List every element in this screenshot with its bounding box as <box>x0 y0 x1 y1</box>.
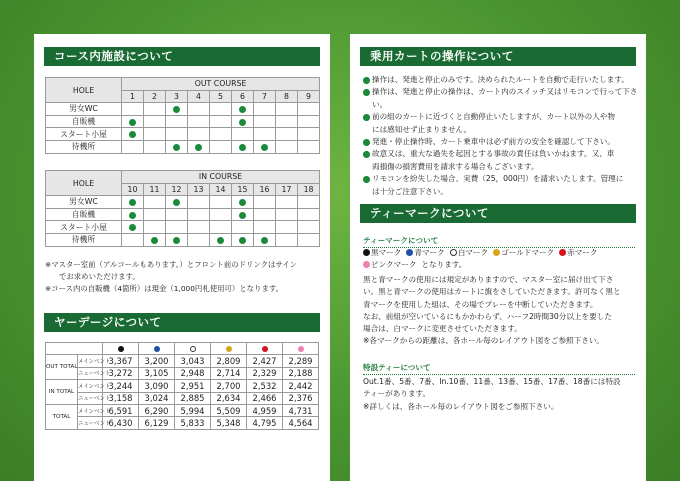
hole-number: 12 <box>166 183 188 196</box>
facility-cell <box>254 233 276 246</box>
facility-dot-icon <box>129 131 136 138</box>
facility-cell <box>276 196 298 209</box>
yardage-row <box>46 355 319 367</box>
facility-cell <box>298 233 320 246</box>
cart-rule-line <box>363 111 643 123</box>
facility-row <box>46 140 320 153</box>
tee-dot-icon <box>298 346 304 352</box>
facility-dot-icon <box>239 144 246 151</box>
facility-cell <box>232 221 254 234</box>
cart-rule-text: 操作は、発進と停止のみです。決められたルートを自動で走行いたします。 <box>372 75 629 84</box>
cart-rule-line <box>363 74 643 86</box>
facility-row <box>46 128 320 141</box>
tee-color-cell <box>175 343 211 355</box>
facility-cell <box>122 103 144 116</box>
yardage-grass-label: メインベント <box>78 404 103 416</box>
hole-number: 15 <box>232 183 254 196</box>
yardage-value: 5,509 <box>211 404 247 416</box>
yardage-value: 2,188 <box>283 367 319 379</box>
bullet-icon <box>363 114 370 121</box>
facility-cell <box>210 128 232 141</box>
yardage-value: 3,367 <box>103 355 139 367</box>
facility-cell <box>276 208 298 221</box>
facility-cell <box>254 103 276 116</box>
facility-cell <box>254 221 276 234</box>
hole-number: 3 <box>166 90 188 103</box>
tee-paragraph <box>363 274 641 348</box>
yardage-value: 2,289 <box>283 355 319 367</box>
tee-marks-line <box>363 259 641 271</box>
cart-rule-line <box>363 161 643 173</box>
yardage-grass-label: メインベント <box>78 355 103 367</box>
yardage-value: 4,564 <box>283 417 319 429</box>
cart-rule-text: 操作は、発進と停止の操作は、カート内のスイッチ又はリモコンで行って下さい。 <box>372 87 638 109</box>
yardage-value: 4,731 <box>283 404 319 416</box>
facility-cell <box>210 140 232 153</box>
tee-marks-list <box>363 247 641 272</box>
tee-mark-item <box>559 248 597 257</box>
facility-label: スタート小屋 <box>46 128 122 141</box>
yardage-value: 2,442 <box>283 380 319 392</box>
facility-cell <box>232 115 254 128</box>
yardage-row <box>46 367 319 379</box>
tee-dot-icon <box>226 346 232 352</box>
facility-dot-icon <box>129 119 136 126</box>
yardage-value: 3,024 <box>139 392 175 404</box>
facility-dot-icon <box>129 224 136 231</box>
tee-dot-icon <box>118 346 124 352</box>
facility-cell <box>166 103 188 116</box>
facility-row <box>46 196 320 209</box>
facility-label: 待機所 <box>46 233 122 246</box>
tee-mark-label: 白マーク <box>457 248 489 257</box>
yardage-group-label: TOTAL <box>46 404 78 429</box>
facility-cell <box>298 208 320 221</box>
bullet-icon <box>363 89 370 96</box>
facility-cell <box>276 115 298 128</box>
tee-mark-dot-icon <box>450 249 457 256</box>
cart-header: 乗用カートの操作について <box>360 47 636 66</box>
facility-cell <box>188 196 210 209</box>
yardage-row <box>46 380 319 392</box>
facility-cell <box>276 140 298 153</box>
in-course-header: IN COURSE <box>122 171 320 184</box>
facility-cell <box>188 115 210 128</box>
facility-cell <box>166 208 188 221</box>
facility-label: 自販機 <box>46 115 122 128</box>
tee-paragraph-line: い。黒と青マークの使用はカートに旗をさしていただきます。許可なく黒と <box>363 287 621 297</box>
out-course-header: OUT COURSE <box>122 78 320 91</box>
facility-dot-icon <box>129 212 136 219</box>
hole-number: 6 <box>232 90 254 103</box>
facility-cell <box>276 103 298 116</box>
yardage-value: 2,634 <box>211 392 247 404</box>
hole-number: 8 <box>276 90 298 103</box>
tee-mark-label: 黒マーク <box>371 248 402 257</box>
hole-number: 18 <box>298 183 320 196</box>
facility-cell <box>298 221 320 234</box>
hole-number: 10 <box>122 183 144 196</box>
facility-cell <box>232 128 254 141</box>
facility-dot-icon <box>173 144 180 151</box>
hole-number: 14 <box>210 183 232 196</box>
yardage-value: 2,376 <box>283 392 319 404</box>
facility-cell <box>166 196 188 209</box>
bullet-icon <box>363 151 370 158</box>
tee-mark-label: 青マーク <box>414 248 445 257</box>
tee-paragraph-line: なお、前組が空いているにもかかわらず、ハーフ2時間30分以上を要した <box>363 311 612 321</box>
facility-cell <box>298 115 320 128</box>
facility-cell <box>232 208 254 221</box>
yardage-value: 3,090 <box>139 380 175 392</box>
tee-mark-item <box>406 248 444 257</box>
facility-cell <box>188 233 210 246</box>
left-panel <box>34 34 330 481</box>
yardage-value: 3,200 <box>139 355 175 367</box>
special-tee-line: ※詳しくは、各ホール毎のレイアウト図をご参照下さい。 <box>363 401 559 411</box>
hole-number: 5 <box>210 90 232 103</box>
facility-cell <box>144 115 166 128</box>
facility-cell <box>298 196 320 209</box>
yardage-value: 6,290 <box>139 404 175 416</box>
tee-color-cell <box>247 343 283 355</box>
hole-number: 1 <box>122 90 144 103</box>
hole-header: HOLE <box>46 78 122 103</box>
yardage-value: 4,959 <box>247 404 283 416</box>
tee-mark-label: 赤マーク <box>567 248 598 257</box>
facility-cell <box>166 233 188 246</box>
tee-mark-dot-icon <box>363 261 370 268</box>
yardage-value: 5,833 <box>175 417 211 429</box>
yardage-header: ヤーデージについて <box>44 313 320 332</box>
facility-cell <box>188 221 210 234</box>
facility-row <box>46 115 320 128</box>
facility-cell <box>122 115 144 128</box>
tee-header: ティーマークについて <box>360 204 636 223</box>
facility-cell <box>254 140 276 153</box>
yardage-corner <box>46 343 103 355</box>
special-tee-paragraph <box>363 376 641 413</box>
yardage-row <box>46 404 319 416</box>
facility-cell <box>254 196 276 209</box>
facility-cell <box>276 221 298 234</box>
note-line: ※マスター室前（アルコールもあります。）とフロント前のドリンクはサイン <box>45 260 298 269</box>
yardage-row <box>46 417 319 429</box>
facility-cell <box>122 221 144 234</box>
facility-cell <box>188 103 210 116</box>
bullet-icon <box>363 176 370 183</box>
bullet-icon <box>363 139 370 146</box>
facility-cell <box>122 140 144 153</box>
cart-rule-line <box>363 148 643 160</box>
cart-rule-text: には感知せず止まりません。 <box>372 124 472 134</box>
tee-subtitle: ティーマークについて <box>363 235 635 248</box>
facility-dot-icon <box>173 106 180 113</box>
cart-rule-line <box>363 136 643 148</box>
yardage-grass-label: ニューベント <box>78 392 103 404</box>
hole-number: 13 <box>188 183 210 196</box>
facility-cell <box>144 103 166 116</box>
facility-cell <box>188 140 210 153</box>
facility-cell <box>210 103 232 116</box>
special-tee-title: 特設ティーについて <box>363 362 635 375</box>
yardage-value: 2,714 <box>211 367 247 379</box>
yardage-value: 2,700 <box>211 380 247 392</box>
yardage-value: 5,994 <box>175 404 211 416</box>
bullet-icon <box>363 77 370 84</box>
yardage-value: 3,272 <box>103 367 139 379</box>
facility-row <box>46 221 320 234</box>
facility-dot-icon <box>217 237 224 244</box>
cart-rule-line <box>363 86 643 111</box>
right-panel <box>350 34 646 481</box>
facility-cell <box>166 221 188 234</box>
yardage-grass-label: ニューベント <box>78 367 103 379</box>
tee-mark-item <box>450 248 488 257</box>
facility-cell <box>298 140 320 153</box>
facilities-note-1 <box>45 259 327 295</box>
tee-mark-dot-icon <box>406 249 413 256</box>
facility-cell <box>144 221 166 234</box>
facility-cell <box>122 128 144 141</box>
facility-dot-icon <box>261 144 268 151</box>
yardage-value: 6,591 <box>103 404 139 416</box>
facility-label: 男女WC <box>46 103 122 116</box>
facility-cell <box>210 208 232 221</box>
tee-dot-icon <box>190 346 196 352</box>
tee-paragraph-line: 黒と青マークの使用には規定がありますので、マスター室に届け出て下さ <box>363 275 614 284</box>
facility-cell <box>232 233 254 246</box>
tee-marks-suffix: となります。 <box>421 260 467 270</box>
facility-cell <box>166 140 188 153</box>
facility-dot-icon <box>195 144 202 151</box>
cart-rule-text: 発進・停止操作時、カート乗車中は必ず前方の安全を確認して下さい。 <box>372 137 615 147</box>
tee-mark-label: ピンクマーク <box>371 260 417 270</box>
tee-dot-icon <box>262 346 268 352</box>
hole-number: 9 <box>298 90 320 103</box>
cart-rule-text: リモコンを紛失した場合、実費（25，000円）を請求いたします。管理に <box>372 174 624 184</box>
yardage-value: 2,532 <box>247 380 283 392</box>
yardage-row <box>46 392 319 404</box>
tee-dot-icon <box>154 346 160 352</box>
facility-cell <box>232 196 254 209</box>
cart-rule-text: 故意又は、重大な過失を起因とする事故の責任は負いかねます。又、車 <box>372 149 615 159</box>
facility-label: 自販機 <box>46 208 122 221</box>
facility-label: 男女WC <box>46 196 122 209</box>
tee-mark-item <box>363 248 401 257</box>
tee-mark-dot-icon <box>559 249 566 256</box>
yardage-value: 3,158 <box>103 392 139 404</box>
facility-cell <box>276 128 298 141</box>
facility-cell <box>188 208 210 221</box>
facility-cell <box>144 208 166 221</box>
cart-rule-text: 両損傷の損害費用を請求する場合もございます。 <box>372 161 539 171</box>
facility-cell <box>166 115 188 128</box>
facility-dot-icon <box>239 199 246 206</box>
hole-header: HOLE <box>46 171 122 196</box>
cart-rule-line <box>363 173 643 185</box>
tee-mark-item <box>493 248 554 257</box>
facility-row <box>46 103 320 116</box>
tee-mark-label: ゴールドマーク <box>501 248 555 257</box>
yardage-value: 2,948 <box>175 367 211 379</box>
yardage-group-label: IN TOTAL <box>46 380 78 405</box>
facility-cell <box>210 233 232 246</box>
yardage-value: 6,430 <box>103 417 139 429</box>
tee-marks-line <box>363 247 641 259</box>
hole-number: 17 <box>276 183 298 196</box>
cart-rule-text: は十分ご注意下さい。 <box>372 186 448 196</box>
facility-cell <box>298 103 320 116</box>
yardage-grass-label: メインベント <box>78 380 103 392</box>
facilities-header: コース内施設について <box>44 47 320 66</box>
yardage-value: 2,466 <box>247 392 283 404</box>
facility-cell <box>210 196 232 209</box>
facility-row <box>46 208 320 221</box>
yardage-value: 2,951 <box>175 380 211 392</box>
cart-rules-list <box>363 74 643 198</box>
in-course-table <box>45 170 320 247</box>
facility-dot-icon <box>173 199 180 206</box>
facility-dot-icon <box>239 119 246 126</box>
yardage-grass-label: ニューベント <box>78 417 103 429</box>
yardage-value: 2,329 <box>247 367 283 379</box>
special-tee-line: Out.1番、5番、7番、In.10番、11番、13番、15番、17番、18番には特設 <box>363 377 621 386</box>
facility-cell <box>122 233 144 246</box>
tee-color-cell <box>283 343 319 355</box>
facility-dot-icon <box>173 237 180 244</box>
cart-rule-line <box>363 186 643 198</box>
note-line: ※コース内の自販機（4箇所）は現金（1,000円札使用可）となります。 <box>45 284 284 293</box>
out-course-table <box>45 77 320 154</box>
facility-cell <box>144 128 166 141</box>
yardage-value: 2,427 <box>247 355 283 367</box>
tee-paragraph-line: 青マークを使用した組は、その場でプレーを中断していただきます。 <box>363 299 598 309</box>
facility-cell <box>254 128 276 141</box>
yardage-value: 3,244 <box>103 380 139 392</box>
facility-dot-icon <box>239 237 246 244</box>
facility-cell <box>232 140 254 153</box>
hole-number: 2 <box>144 90 166 103</box>
facility-cell <box>298 128 320 141</box>
facility-dot-icon <box>239 212 246 219</box>
facility-cell <box>232 103 254 116</box>
tee-color-cell <box>211 343 247 355</box>
yardage-value: 5,348 <box>211 417 247 429</box>
hole-number: 4 <box>188 90 210 103</box>
yardage-value: 4,795 <box>247 417 283 429</box>
yardage-value: 6,129 <box>139 417 175 429</box>
tee-mark-item <box>363 260 416 269</box>
facility-cell <box>166 128 188 141</box>
facility-label: 待機所 <box>46 140 122 153</box>
hole-number: 16 <box>254 183 276 196</box>
yardage-value: 3,105 <box>139 367 175 379</box>
special-tee-line: ティーがあります。 <box>363 389 431 399</box>
facility-cell <box>276 233 298 246</box>
tee-mark-dot-icon <box>363 249 370 256</box>
yardage-value: 3,043 <box>175 355 211 367</box>
facility-cell <box>210 221 232 234</box>
facility-cell <box>122 196 144 209</box>
hole-number: 11 <box>144 183 166 196</box>
facility-label: スタート小屋 <box>46 221 122 234</box>
facility-cell <box>144 140 166 153</box>
facility-cell <box>122 208 144 221</box>
tee-color-cell <box>103 343 139 355</box>
yardage-table <box>45 342 319 430</box>
facility-dot-icon <box>239 106 246 113</box>
facility-cell <box>254 208 276 221</box>
facility-dot-icon <box>129 199 136 206</box>
facility-cell <box>254 115 276 128</box>
facility-cell <box>144 233 166 246</box>
tee-color-cell <box>139 343 175 355</box>
facility-dot-icon <box>151 237 158 244</box>
yardage-value: 2,809 <box>211 355 247 367</box>
yardage-group-label: OUT TOTAL <box>46 355 78 380</box>
cart-rule-line <box>363 124 643 136</box>
facility-dot-icon <box>261 237 268 244</box>
cart-rule-text: 前の組のカートに近づくと自動停止いたしますが、カート以外の人や物 <box>372 112 615 122</box>
facility-cell <box>210 115 232 128</box>
note-line: でお求めいただけます。 <box>59 272 140 281</box>
hole-number: 7 <box>254 90 276 103</box>
yardage-value: 2,885 <box>175 392 211 404</box>
facility-cell <box>188 128 210 141</box>
tee-mark-dot-icon <box>493 249 500 256</box>
tee-paragraph-line: ※各マークからの距離は、各ホール毎のレイアウト図をご参照下さい。 <box>363 336 605 346</box>
facility-cell <box>144 196 166 209</box>
tee-paragraph-line: 場合は、白マークに変更させていただきます。 <box>363 324 522 334</box>
facility-row <box>46 233 320 246</box>
